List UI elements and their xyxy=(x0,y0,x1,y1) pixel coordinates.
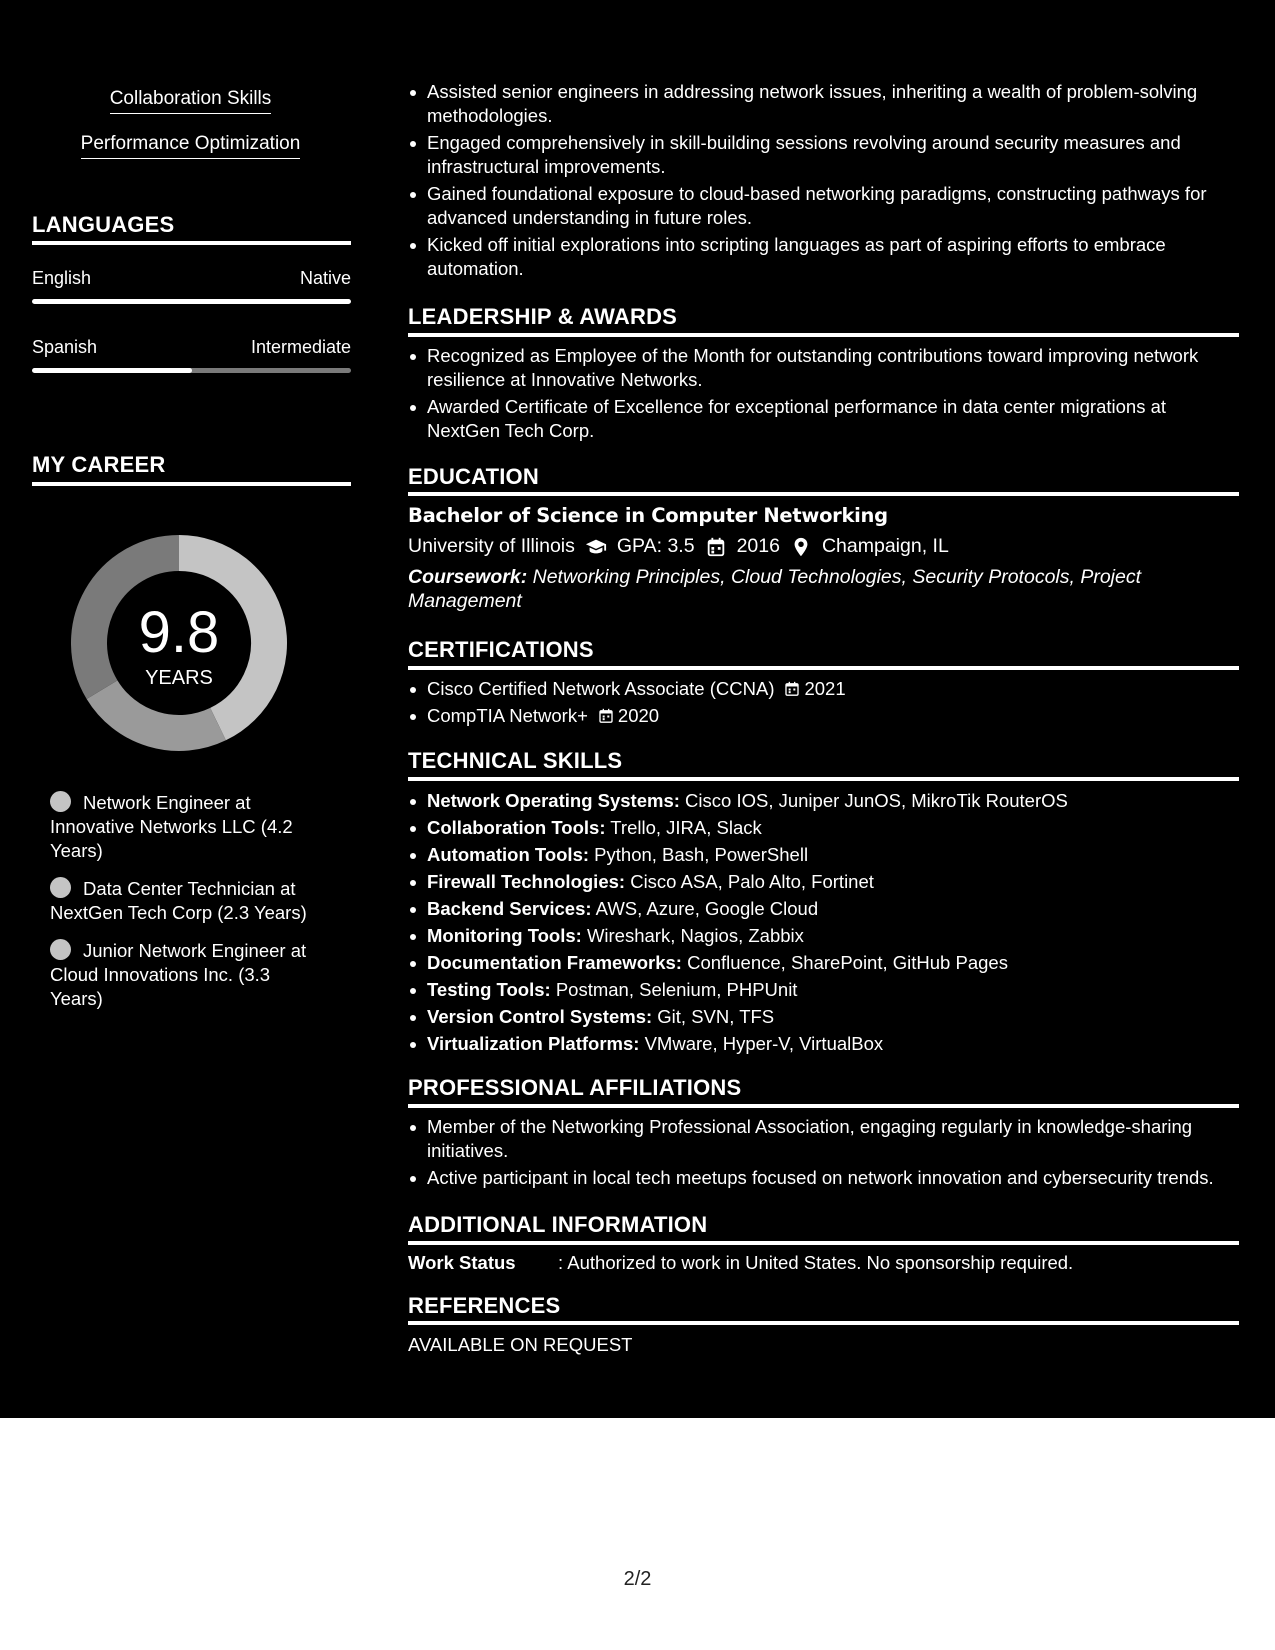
career-legend-dot xyxy=(50,791,71,812)
skill-item xyxy=(408,924,1244,948)
skill-category: Automation Tools: xyxy=(427,844,590,865)
skill-item xyxy=(408,789,1244,813)
languages-heading: LANGUAGES xyxy=(32,212,175,237)
skill-values: Wireshark, Nagios, Zabbix xyxy=(586,925,804,946)
section-divider xyxy=(408,333,1239,337)
language-proficiency-fill xyxy=(32,368,192,373)
leadership-heading: LEADERSHIP & AWARDS xyxy=(408,304,678,329)
education-heading: EDUCATION xyxy=(408,464,539,489)
award-bullet: Awarded Certificate of Excellence for exceptional performance in data center migrations at NextGen Tech Corp. xyxy=(408,395,1244,443)
certification-item xyxy=(408,677,1244,701)
education-gpa: GPA: 3.5 xyxy=(616,535,695,557)
career-item xyxy=(50,939,320,1011)
language-row xyxy=(32,337,351,358)
education-meta xyxy=(408,535,949,558)
certification-year: 2020 xyxy=(617,705,660,726)
location-pin-icon xyxy=(790,536,812,558)
career-years-label: YEARS xyxy=(145,667,213,689)
affiliation-bullet: Member of the Networking Professional Association, engaging regularly in knowledge-sharing initiatives. xyxy=(408,1115,1244,1163)
calendar-icon xyxy=(705,536,727,558)
section-divider xyxy=(32,241,351,245)
skill-values: Git, SVN, TFS xyxy=(657,1006,775,1027)
language-proficiency-bar xyxy=(32,368,351,373)
skill-values: VMware, Hyper-V, VirtualBox xyxy=(644,1033,884,1054)
section-divider xyxy=(408,777,1239,781)
certification-item xyxy=(408,704,1244,728)
certifications-heading: CERTIFICATIONS xyxy=(408,637,594,662)
career-donut-chart xyxy=(66,530,292,756)
skill-label: Collaboration Skills xyxy=(110,88,272,114)
experience-bullet: Kicked off initial explorations into scripting languages as part of aspiring efforts to embrace automation. xyxy=(408,233,1244,281)
affiliations-heading: PROFESSIONAL AFFILIATIONS xyxy=(408,1075,742,1100)
skill-item xyxy=(408,897,1244,921)
skill-item xyxy=(408,951,1244,975)
section-divider xyxy=(408,1104,1239,1108)
work-status-label: Work Status xyxy=(408,1252,516,1273)
sidebar xyxy=(0,0,381,1418)
skill-category: Documentation Frameworks: xyxy=(427,952,682,973)
technical-skills-list xyxy=(408,789,1244,1059)
skill-category: Backend Services: xyxy=(427,898,592,919)
language-level: Native xyxy=(299,268,351,288)
section-divider xyxy=(408,1321,1239,1325)
main-column xyxy=(381,0,1275,1418)
skill-item xyxy=(408,1005,1244,1029)
language-row xyxy=(32,268,351,289)
skill-item xyxy=(408,870,1244,894)
career-item xyxy=(50,791,320,863)
skill-category: Firewall Technologies: xyxy=(427,871,626,892)
certification-name: CompTIA Network+ xyxy=(427,705,588,726)
skill-values: Postman, Selenium, PHPUnit xyxy=(555,979,798,1000)
education-school: University of Illinois xyxy=(408,535,575,557)
award-bullet: Recognized as Employee of the Month for outstanding contributions toward improving network resilience at Innovative Networks. xyxy=(408,344,1244,392)
certification-list xyxy=(408,677,1244,731)
skill-values: Trello, JIRA, Slack xyxy=(610,817,762,838)
skill-tag xyxy=(0,133,381,159)
skill-category: Collaboration Tools: xyxy=(427,817,606,838)
education-year: 2016 xyxy=(736,535,780,557)
coursework-label: Coursework: xyxy=(408,566,528,588)
skill-category: Version Control Systems: xyxy=(427,1006,653,1027)
education-coursework xyxy=(408,565,1228,613)
section-divider xyxy=(408,492,1239,496)
career-legend-dot xyxy=(50,939,71,960)
certification-name: Cisco Certified Network Associate (CCNA) xyxy=(427,678,775,699)
skill-category: Network Operating Systems: xyxy=(427,790,680,811)
language-proficiency-bar xyxy=(32,299,351,304)
skill-values: Cisco ASA, Palo Alto, Fortinet xyxy=(630,871,874,892)
calendar-icon xyxy=(784,680,800,697)
section-divider xyxy=(408,1241,1239,1245)
skill-category: Testing Tools: xyxy=(427,979,551,1000)
career-item-label: Data Center Technician at NextGen Tech Corp (2.3 Years) xyxy=(50,878,307,923)
references-text: AVAILABLE ON REQUEST xyxy=(408,1334,633,1355)
education-location: Champaign, IL xyxy=(821,535,949,557)
experience-bullets xyxy=(408,80,1244,284)
section-divider xyxy=(32,482,351,486)
language-proficiency-fill xyxy=(32,299,351,304)
additional-info-heading: ADDITIONAL INFORMATION xyxy=(408,1212,708,1237)
career-item-label: Network Engineer at Innovative Networks LLC (4.2 Years) xyxy=(50,792,293,861)
skill-item xyxy=(408,816,1244,840)
skill-item xyxy=(408,978,1244,1002)
skill-category: Monitoring Tools: xyxy=(427,925,582,946)
career-total-years: 9.8 xyxy=(138,600,220,665)
skill-values: Cisco IOS, Juniper JunOS, MikroTik RouterOS xyxy=(685,790,1068,811)
language-name: Spanish xyxy=(32,337,98,357)
language-level: Intermediate xyxy=(250,337,351,357)
skill-values: Confluence, SharePoint, GitHub Pages xyxy=(687,952,1008,973)
affiliation-bullet: Active participant in local tech meetups focused on network innovation and cybersecurity trends. xyxy=(408,1166,1244,1190)
career-legend-dot xyxy=(50,877,71,898)
skill-item xyxy=(408,1032,1244,1056)
donut-segment xyxy=(102,690,218,733)
section-divider xyxy=(408,666,1239,670)
career-item xyxy=(50,877,320,925)
education-degree: Bachelor of Science in Computer Networking xyxy=(408,504,888,527)
coursework-list: Networking Principles, Cloud Technologies, Security Protocols, Project Management xyxy=(408,566,1142,612)
graduation-cap-icon xyxy=(585,536,607,558)
skill-item xyxy=(408,843,1244,867)
career-heading: MY CAREER xyxy=(32,452,166,477)
skill-values: AWS, Azure, Google Cloud xyxy=(595,898,819,919)
technical-skills-heading: TECHNICAL SKILLS xyxy=(408,748,623,773)
language-name: English xyxy=(32,268,92,288)
leadership-bullets xyxy=(408,344,1244,446)
certification-year: 2021 xyxy=(804,678,846,699)
affiliations-list xyxy=(408,1115,1244,1193)
calendar-icon xyxy=(598,707,614,724)
experience-bullet: Assisted senior engineers in addressing network issues, inheriting a wealth of problem-solving methodologies. xyxy=(408,80,1244,128)
experience-bullet: Gained foundational exposure to cloud-based networking paradigms, constructing pathways for advanced understanding in future roles. xyxy=(408,182,1244,230)
skill-values: Python, Bash, PowerShell xyxy=(594,844,809,865)
skill-tag xyxy=(0,88,381,114)
skill-label: Performance Optimization xyxy=(81,133,301,159)
skill-category: Virtualization Platforms: xyxy=(427,1033,640,1054)
references-heading: REFERENCES xyxy=(408,1293,561,1318)
experience-bullet: Engaged comprehensively in skill-building sessions revolving around security measures and infrastructural improvements. xyxy=(408,131,1244,179)
page-number: 2/2 xyxy=(623,1568,652,1590)
career-item-label: Junior Network Engineer at Cloud Innovations Inc. (3.3 Years) xyxy=(50,940,307,1009)
work-status-row xyxy=(408,1252,1073,1274)
work-status-value: : Authorized to work in United States. No sponsorship required. xyxy=(558,1252,1074,1273)
